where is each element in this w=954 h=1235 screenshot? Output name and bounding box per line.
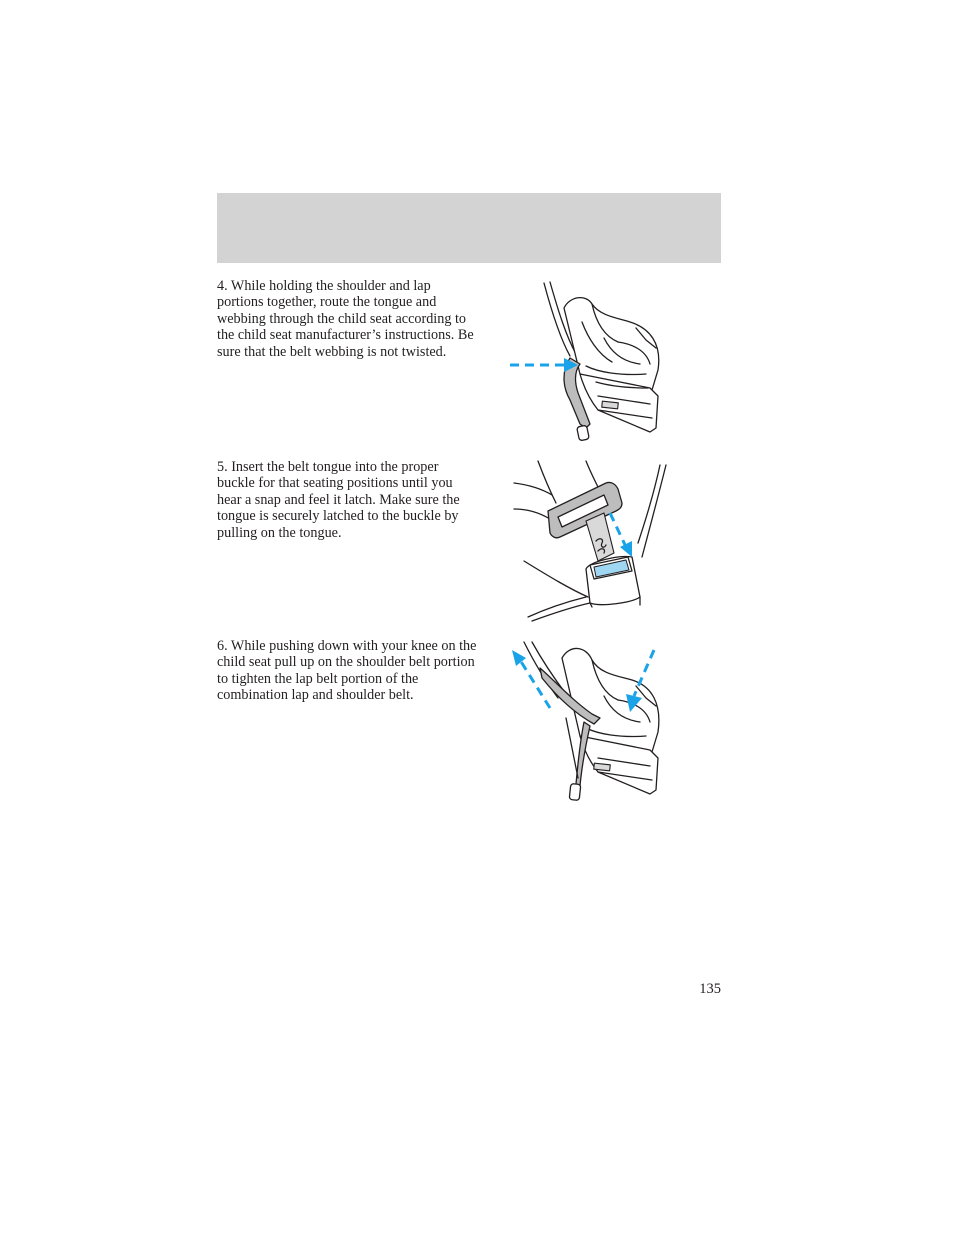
- child-seat-routing-illustration: [500, 278, 670, 443]
- step-4-instruction: 4. While holding the shoulder and lap portions together, route the tongue and webbing through the child seat according to the child seat manufacturer’s instructions. Be sure that the belt webbing is not twisted.: [217, 278, 474, 360]
- step-5-instruction: 5. Insert the belt tongue into the proper buckle for that seating positions until you hear a snap and feel it latch. Make sure the tongue is securely latched to the buckle by pulling on the tongue.: [217, 459, 460, 541]
- step-6-instruction: 6. While pushing down with your knee on the child seat pull up on the shoulder belt portion to tighten the lap belt portion of the combination lap and shoulder belt.: [217, 638, 477, 704]
- insert-arrow-icon: [610, 513, 626, 547]
- section-header-band: [217, 193, 721, 263]
- page-number: 135: [699, 981, 721, 997]
- buckle-insertion-illustration: [510, 457, 680, 627]
- belt-tightening-illustration: [500, 638, 670, 808]
- pull-up-arrow-icon: [520, 660, 550, 708]
